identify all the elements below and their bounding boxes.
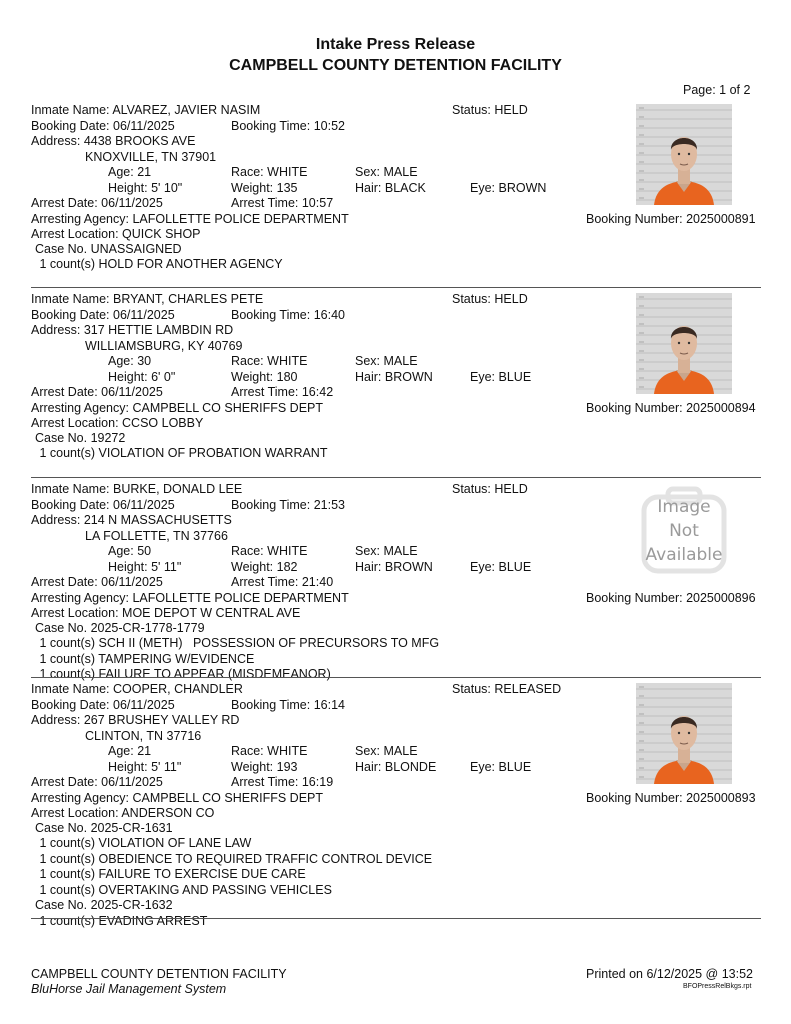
hair (355, 560, 433, 575)
charge-line: 1 count(s) FAILURE TO EXERCISE DUE CARE (36, 867, 306, 881)
arrest-location (31, 606, 300, 621)
status-label: Status: (452, 103, 491, 117)
case-number: Case No. 2025-CR-1632 (35, 898, 173, 912)
arrest-location-value: MOE DEPOT W CENTRAL AVE (122, 606, 301, 620)
eye (470, 370, 531, 385)
charge-line: 1 count(s) VIOLATION OF PROBATION WARRANT (36, 446, 328, 460)
weight-value: 193 (276, 759, 298, 774)
booking-date (31, 498, 175, 513)
age-value: 21 (137, 744, 152, 758)
arrest-time (231, 385, 333, 400)
booking-number-label: Booking Number: (586, 211, 683, 226)
status-label: Status: (452, 292, 491, 306)
sex-label: Sex: (355, 354, 381, 368)
booking-number-label: Booking Number: (586, 590, 683, 605)
sex-value: MALE (383, 544, 418, 558)
hair-value: BLONDE (384, 759, 437, 774)
status-value: HELD (494, 292, 528, 306)
charge-line: 1 count(s) OVERTAKING AND PASSING VEHICLES (36, 882, 332, 897)
status-value: HELD (494, 103, 528, 117)
sex-label: Sex: (355, 165, 381, 179)
hair-value: BLACK (384, 180, 426, 195)
arrest-time (231, 775, 333, 790)
weight-label: Weight: (231, 180, 274, 195)
charge-line: 1 count(s) FAILURE TO APPEAR (MISDEMEANOR) (36, 667, 331, 681)
sex-value: MALE (383, 354, 418, 368)
weight (231, 760, 298, 775)
race-label: Race: (231, 165, 264, 179)
sex-value: MALE (383, 744, 418, 758)
address-line-2: WILLIAMSBURG, KY 40769 (85, 338, 243, 353)
inmate-name-value: COOPER, CHANDLER (113, 682, 243, 696)
age (108, 354, 151, 369)
status-value: HELD (494, 482, 528, 496)
hair (355, 370, 433, 385)
hair-label: Hair: (355, 369, 382, 384)
booking-time (231, 698, 345, 713)
booking-time-label: Booking Time: (231, 697, 311, 712)
height-value: 5' 10" (151, 180, 183, 195)
booking-date-value: 06/11/2025 (113, 497, 175, 512)
sex (355, 354, 418, 369)
no-image-text: Not (669, 521, 699, 541)
eye-value: BLUE (498, 559, 532, 574)
booking-date (31, 119, 175, 134)
booking-number (586, 401, 756, 416)
age-value: 30 (137, 354, 152, 368)
booking-number-value: 2025000891 (686, 211, 756, 226)
height (108, 760, 181, 775)
mugshot-photo (636, 104, 732, 205)
arrest-location (31, 416, 203, 431)
booking-number (586, 591, 756, 606)
arrest-date-value: 06/11/2025 (101, 385, 163, 399)
inmate-name (31, 103, 260, 118)
height-value: 5' 11" (151, 559, 182, 574)
arrest-date-label: Arrest Date: (31, 196, 98, 210)
weight-label: Weight: (231, 369, 274, 384)
hair-label: Hair: (355, 180, 382, 195)
hair-label: Hair: (355, 559, 382, 574)
arresting-agency-label: Arresting Agency: (31, 790, 129, 805)
footer-system: BluHorse Jail Management System (31, 982, 227, 996)
address-value: 4438 BROOKS AVE (83, 134, 196, 148)
race-value: WHITE (267, 165, 308, 179)
age-label: Age: (108, 744, 134, 758)
mugshot-photo (636, 683, 732, 784)
weight (231, 560, 298, 575)
sex-value: MALE (383, 165, 418, 179)
booking-date-value: 06/11/2025 (113, 697, 175, 712)
arrest-date-label: Arrest Date: (31, 385, 98, 399)
eye-value: BLUE (498, 369, 532, 384)
arresting-agency (31, 791, 323, 806)
arresting-agency-value: CAMPBELL CO SHERIFFS DEPT (132, 400, 323, 415)
booking-time-value: 16:40 (313, 307, 345, 322)
race (231, 354, 307, 369)
age-label: Age: (108, 544, 134, 558)
address-label: Address: (31, 513, 81, 527)
facility-title: CAMPBELL COUNTY DETENTION FACILITY (229, 57, 562, 74)
arresting-agency (31, 401, 323, 416)
arresting-agency-label: Arresting Agency: (31, 400, 129, 415)
arrest-location-label: Arrest Location: (31, 606, 119, 620)
status-value: RELEASED (494, 682, 562, 696)
footer-printed: Printed on 6/12/2025 @ 13:52 (586, 967, 753, 981)
arrest-location-value: ANDERSON CO (121, 806, 215, 820)
eye-label: Eye: (470, 759, 496, 774)
inmate-name-label: Inmate Name: (31, 682, 110, 696)
age (108, 744, 151, 759)
booking-date-label: Booking Date: (31, 307, 110, 322)
eye (470, 560, 531, 575)
inmate-name (31, 482, 242, 497)
booking-number-label: Booking Number: (586, 790, 683, 805)
no-image-text: Available (645, 545, 723, 565)
arrest-time (231, 196, 333, 211)
booking-number-value: 2025000893 (686, 790, 756, 805)
booking-time-label: Booking Time: (231, 497, 311, 512)
age-label: Age: (108, 354, 134, 368)
weight-label: Weight: (231, 759, 274, 774)
eye-label: Eye: (470, 369, 496, 384)
hair-value: BROWN (384, 559, 433, 574)
booking-date-label: Booking Date: (31, 118, 110, 133)
charge-line: 1 count(s) VIOLATION OF LANE LAW (36, 836, 252, 850)
address-line-2: KNOXVILLE, TN 37901 (85, 149, 217, 164)
height-label: Height: (108, 759, 148, 774)
charge-line: 1 count(s) OBEDIENCE TO REQUIRED TRAFFIC CONTROL DEVICE (36, 851, 433, 866)
height-label: Height: (108, 559, 148, 574)
arrest-time-value: 16:19 (301, 775, 334, 789)
arrest-time-label: Arrest Time: (231, 575, 299, 589)
status (452, 682, 561, 697)
arresting-agency-value: LAFOLLETTE POLICE DEPARTMENT (132, 211, 349, 226)
age (108, 544, 151, 559)
arrest-time-label: Arrest Time: (231, 775, 299, 789)
arrest-date-value: 06/11/2025 (101, 575, 163, 589)
booking-time (231, 119, 345, 134)
age-value: 50 (137, 544, 152, 558)
arresting-agency-label: Arresting Agency: (31, 590, 129, 605)
height-value: 6' 0" (151, 369, 176, 384)
booking-date (31, 698, 175, 713)
arrest-date (31, 196, 163, 211)
arrest-time-value: 10:57 (301, 196, 334, 210)
record-divider (31, 918, 761, 919)
address (31, 713, 239, 728)
record-divider (31, 677, 761, 678)
address-value: 267 BRUSHEY VALLEY RD (83, 713, 240, 727)
age-value: 21 (137, 165, 152, 179)
height (108, 181, 182, 196)
sex (355, 165, 418, 180)
inmate-name-label: Inmate Name: (31, 103, 110, 117)
hair (355, 181, 426, 196)
case-number: Case No. 2025-CR-1631 (35, 820, 173, 835)
weight-value: 135 (276, 180, 298, 195)
weight-value: 182 (276, 559, 298, 574)
inmate-name-value: BURKE, DONALD LEE (113, 482, 243, 496)
address-label: Address: (31, 134, 81, 148)
arrest-time (231, 575, 333, 590)
sex-label: Sex: (355, 544, 381, 558)
booking-date (31, 308, 175, 323)
booking-time-value: 10:52 (313, 118, 345, 133)
arrest-location-label: Arrest Location: (31, 227, 119, 241)
case-number: Case No. 19272 (35, 430, 126, 445)
sex-label: Sex: (355, 744, 381, 758)
height-label: Height: (108, 369, 148, 384)
age (108, 165, 151, 180)
case-number: Case No. UNASSAIGNED (35, 241, 182, 256)
eye-label: Eye: (470, 180, 496, 195)
arresting-agency-value: LAFOLLETTE POLICE DEPARTMENT (132, 590, 349, 605)
arrest-date-label: Arrest Date: (31, 775, 98, 789)
arrest-location (31, 806, 214, 821)
booking-date-label: Booking Date: (31, 497, 110, 512)
address (31, 513, 232, 528)
status-label: Status: (452, 482, 491, 496)
status (452, 482, 528, 497)
arrest-location-value: QUICK SHOP (122, 227, 201, 241)
charge-line: 1 count(s) SCH II (METH) POSSESSION OF PRECURSORS TO MFG (36, 636, 440, 650)
arresting-agency (31, 212, 349, 227)
arrest-location-label: Arrest Location: (31, 806, 119, 820)
eye-value: BROWN (498, 180, 547, 195)
arresting-agency-value: CAMPBELL CO SHERIFFS DEPT (132, 790, 323, 805)
booking-date-value: 06/11/2025 (113, 118, 175, 133)
inmate-name-value: ALVAREZ, JAVIER NASIM (112, 103, 261, 117)
height (108, 560, 181, 575)
address-label: Address: (31, 713, 81, 727)
booking-time-value: 21:53 (313, 497, 345, 512)
sex (355, 744, 418, 759)
race (231, 544, 307, 559)
arrest-location (31, 227, 201, 242)
race-value: WHITE (267, 744, 308, 758)
arrest-date-value: 06/11/2025 (101, 775, 163, 789)
eye (470, 181, 546, 196)
case-number: Case No. 2025-CR-1778-1779 (35, 620, 205, 635)
charge-line: 1 count(s) TAMPERING W/EVIDENCE (36, 651, 255, 666)
eye-label: Eye: (470, 559, 496, 574)
arrest-date-label: Arrest Date: (31, 575, 98, 589)
hair-label: Hair: (355, 759, 382, 774)
status (452, 292, 528, 307)
arrest-date (31, 775, 163, 790)
inmate-name (31, 682, 243, 697)
race-label: Race: (231, 354, 264, 368)
arrest-location-value: CCSO LOBBY (122, 416, 204, 430)
arrest-date-value: 06/11/2025 (101, 196, 163, 210)
report-title: Intake Press Release (315, 36, 476, 53)
record-divider (31, 287, 761, 288)
weight (231, 370, 298, 385)
inmate-name-value: BRYANT, CHARLES PETE (113, 292, 264, 306)
arrest-time-label: Arrest Time: (231, 196, 299, 210)
status (452, 103, 528, 118)
eye (470, 760, 531, 775)
race-label: Race: (231, 744, 264, 758)
arrest-time-value: 16:42 (301, 385, 334, 399)
charge-line: 1 count(s) EVADING ARREST (36, 913, 208, 928)
arresting-agency-label: Arresting Agency: (31, 211, 129, 226)
sex (355, 544, 418, 559)
booking-number (586, 791, 756, 806)
booking-date-value: 06/11/2025 (113, 307, 175, 322)
race-label: Race: (231, 544, 264, 558)
race (231, 165, 307, 180)
arresting-agency (31, 591, 349, 606)
booking-time (231, 308, 345, 323)
image-not-available-placeholder (636, 483, 732, 584)
height-value: 5' 11" (151, 759, 182, 774)
address (31, 134, 195, 149)
booking-date-label: Booking Date: (31, 697, 110, 712)
inmate-name (31, 292, 263, 307)
booking-time-label: Booking Time: (231, 118, 311, 133)
race-value: WHITE (267, 354, 308, 368)
height (108, 370, 175, 385)
arrest-time-label: Arrest Time: (231, 385, 299, 399)
booking-number-value: 2025000896 (686, 590, 756, 605)
weight-label: Weight: (231, 559, 274, 574)
arrest-date (31, 385, 163, 400)
hair (355, 760, 436, 775)
race (231, 744, 307, 759)
footer-facility: CAMPBELL COUNTY DETENTION FACILITY (31, 967, 287, 981)
address-line-2: CLINTON, TN 37716 (85, 728, 202, 743)
booking-time-value: 16:14 (313, 697, 345, 712)
mugshot-photo (636, 293, 732, 394)
inmate-name-label: Inmate Name: (31, 292, 110, 306)
weight (231, 181, 298, 196)
arrest-time-value: 21:40 (301, 575, 334, 589)
address-line-2: LA FOLLETTE, TN 37766 (85, 528, 228, 543)
page-number: Page: 1 of 2 (683, 83, 751, 97)
booking-time-label: Booking Time: (231, 307, 311, 322)
address-value: 317 HETTIE LAMBDIN RD (83, 323, 234, 337)
record-divider (31, 477, 761, 478)
height-label: Height: (108, 180, 148, 195)
booking-number-value: 2025000894 (686, 400, 756, 415)
arrest-location-label: Arrest Location: (31, 416, 119, 430)
eye-value: BLUE (498, 759, 532, 774)
arrest-date (31, 575, 163, 590)
booking-number (586, 212, 756, 227)
booking-time (231, 498, 345, 513)
age-label: Age: (108, 165, 134, 179)
inmate-name-label: Inmate Name: (31, 482, 110, 496)
weight-value: 180 (276, 369, 298, 384)
no-image-text: Image (657, 497, 711, 517)
address-label: Address: (31, 323, 81, 337)
address (31, 323, 233, 338)
status-label: Status: (452, 682, 491, 696)
booking-number-label: Booking Number: (586, 400, 683, 415)
hair-value: BROWN (384, 369, 433, 384)
footer-report-name: BFOPressRelBkgs.rpt (683, 983, 752, 990)
race-value: WHITE (267, 544, 308, 558)
charge-line: 1 count(s) HOLD FOR ANOTHER AGENCY (36, 257, 283, 271)
address-value: 214 N MASSACHUSETTS (83, 513, 232, 527)
